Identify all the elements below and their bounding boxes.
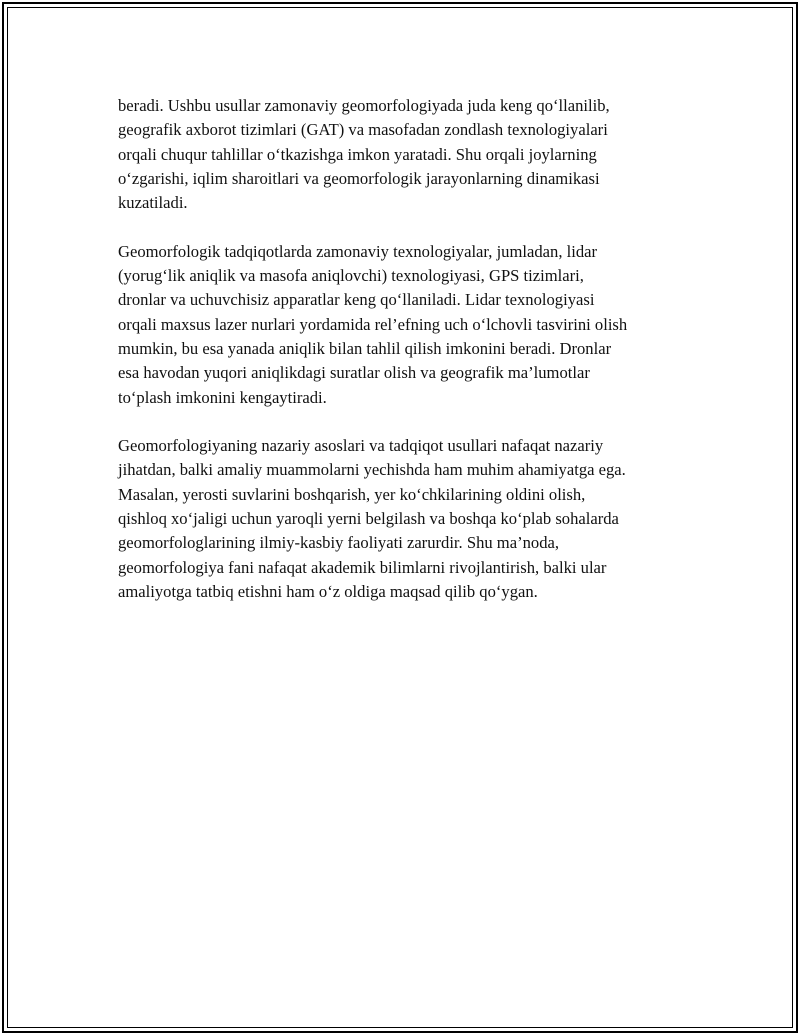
text-line: orqali chuqur tahlillar o‘tkazishga imkon yaratadi. Shu orqali joylarning: [118, 144, 597, 164]
text-line: (yorug‘lik aniqlik va masofa aniqlovchi) texnologiyasi, GPS tizimlari,: [118, 266, 584, 286]
text-line: Geomorfologiyaning nazariy asoslari va tadqiqot usullari nafaqat nazariy: [118, 436, 604, 456]
text-line: geografik axborot tizimlari (GAT) va masofadan zondlash texnologiyalari: [118, 120, 608, 140]
text-line: qishloq xo‘jaligi uchun yaroqli yerni belgilash va boshqa ko‘plab sohalarda: [118, 509, 619, 529]
text-line: o‘zgarishi, iqlim sharoitlari va geomorfologik jarayonlarning dinamikasi: [118, 168, 600, 188]
text-line: kuzatiladi.: [118, 193, 188, 213]
text-line: amaliyotga tatbiq etishni ham o‘z oldiga maqsad qilib qo‘ygan.: [118, 581, 538, 601]
text-line: dronlar va uchuvchisiz apparatlar keng qo‘llaniladi. Lidar texnologiyasi: [118, 290, 595, 310]
text-line: Geomorfologik tadqiqotlarda zamonaviy texnologiyalar, jumladan, lidar: [118, 241, 598, 261]
paragraph-1: [118, 94, 693, 215]
text-line: jihatdan, balki amaliy muammolarni yechishda ham muhim ahamiyatga ega.: [118, 460, 626, 480]
text-line: to‘plash imkonini kengaytiradi.: [118, 387, 327, 407]
text-line: esa havodan yuqori aniqlikdagi suratlar olish va geografik ma’lumotlar: [118, 363, 590, 383]
document-body: [118, 94, 693, 629]
text-line: geomorfologiya fani nafaqat akademik bilimlarni rivojlantirish, balki ular: [118, 557, 607, 577]
text-line: Masalan, yerosti suvlarini boshqarish, yer ko‘chkilarining oldini olish,: [118, 484, 586, 504]
paragraph-2: [118, 240, 693, 410]
paragraph-3: [118, 434, 693, 604]
text-line: mumkin, bu esa yanada aniqlik bilan tahlil qilish imkonini beradi. Dronlar: [118, 338, 612, 358]
text-line: orqali maxsus lazer nurlari yordamida rel’efning uch o‘lchovli tasvirini olish: [118, 314, 628, 334]
text-line: beradi. Ushbu usullar zamonaviy geomorfologiyada juda keng qo‘llanilib,: [118, 96, 610, 115]
text-line: geomorfologlarining ilmiy-kasbiy faoliyati zarurdir. Shu ma’noda,: [118, 533, 560, 553]
